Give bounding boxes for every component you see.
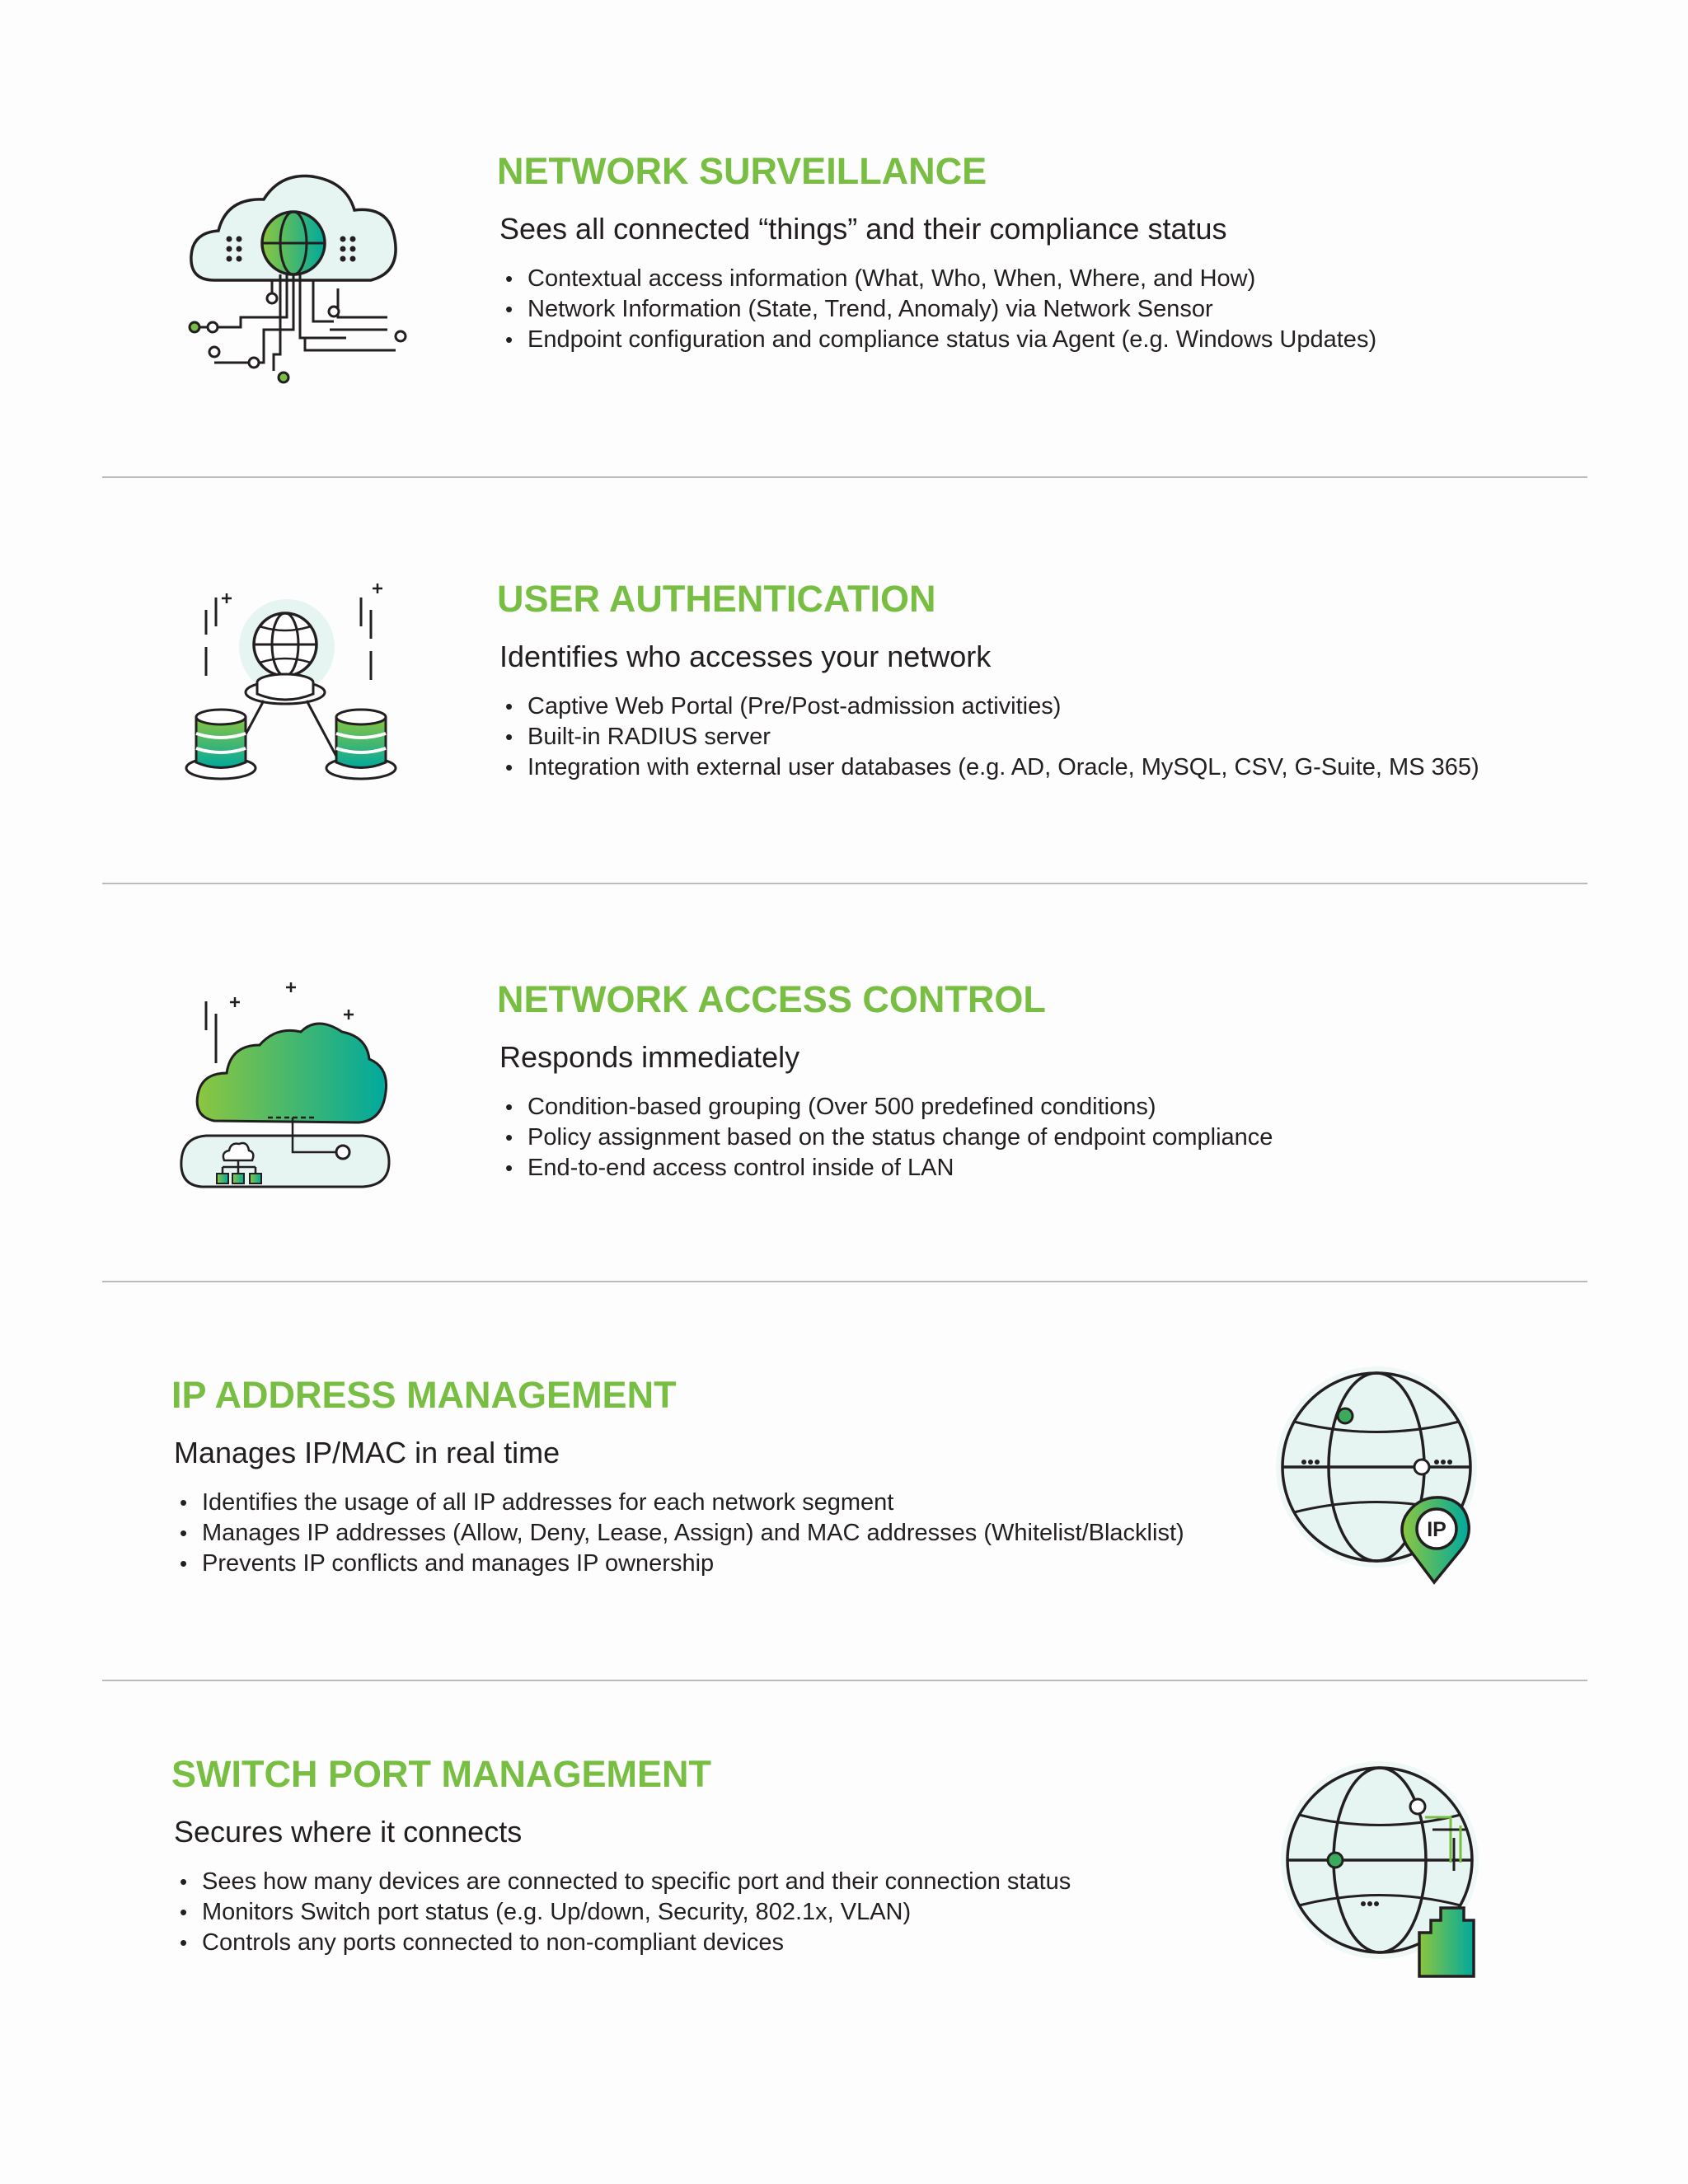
section-divider — [102, 883, 1587, 884]
bullet-list — [171, 1488, 1184, 1579]
section-title: IP ADDRESS MANAGEMENT — [171, 1374, 677, 1416]
section-title: NETWORK ACCESS CONTROL — [497, 978, 1046, 1020]
list-item: • Captive Web Portal (Pre/Post-admission activities) — [497, 691, 1479, 722]
list-item: • Monitors Switch port status (e.g. Up/down, Security, 802.1x, VLAN) — [171, 1897, 1071, 1928]
section-divider — [102, 1281, 1587, 1282]
globe-ip-pin-icon — [1269, 1364, 1492, 1586]
list-item: • End-to-end access control inside of LAN — [497, 1153, 1273, 1183]
bullet-list — [171, 1867, 1071, 1958]
cloud-access-icon — [173, 972, 404, 1195]
cloud-network-icon — [181, 165, 412, 387]
ip-label: IP — [1427, 1518, 1447, 1541]
list-item: • Manages IP addresses (Allow, Deny, Lease, Assign) and MAC addresses (Whitelist/Blacklist) — [171, 1518, 1184, 1549]
list-item: • Contextual access information (What, Who, When, Where, and How) — [497, 264, 1376, 294]
globe-switch-port-icon — [1276, 1755, 1498, 1978]
section-subtitle: Sees all connected “things” and their compliance status — [499, 212, 1227, 246]
list-item: • Endpoint configuration and compliance status via Agent (e.g. Windows Updates) — [497, 325, 1376, 355]
section-title: SWITCH PORT MANAGEMENT — [171, 1753, 711, 1795]
list-item: • Controls any ports connected to non-compliant devices — [171, 1928, 1071, 1958]
list-item: • Network Information (State, Trend, Anomaly) via Network Sensor — [497, 294, 1376, 325]
section-divider — [102, 1680, 1587, 1681]
list-item: • Integration with external user databases (e.g. AD, Oracle, MySQL, CSV, G-Suite, MS 365) — [497, 752, 1479, 783]
list-item: • Sees how many devices are connected to specific port and their connection status — [171, 1867, 1071, 1897]
section-title: USER AUTHENTICATION — [497, 578, 936, 620]
list-item: • Policy assignment based on the status change of endpoint compliance — [497, 1122, 1273, 1153]
globe-database-icon — [181, 577, 404, 791]
section-title: NETWORK SURVEILLANCE — [497, 150, 987, 192]
section-subtitle: Secures where it connects — [174, 1815, 523, 1849]
section-subtitle: Identifies who accesses your network — [499, 640, 992, 673]
section-subtitle: Responds immediately — [499, 1040, 800, 1074]
bullet-list — [497, 264, 1376, 355]
bullet-list — [497, 691, 1479, 783]
bullet-list — [497, 1092, 1273, 1183]
section-subtitle: Manages IP/MAC in real time — [174, 1436, 560, 1469]
list-item: • Prevents IP conflicts and manages IP ownership — [171, 1549, 1184, 1579]
list-item: • Identifies the usage of all IP addresses for each network segment — [171, 1488, 1184, 1518]
section-divider — [102, 476, 1587, 478]
list-item: • Built-in RADIUS server — [497, 722, 1479, 752]
list-item: • Condition-based grouping (Over 500 predefined conditions) — [497, 1092, 1273, 1122]
